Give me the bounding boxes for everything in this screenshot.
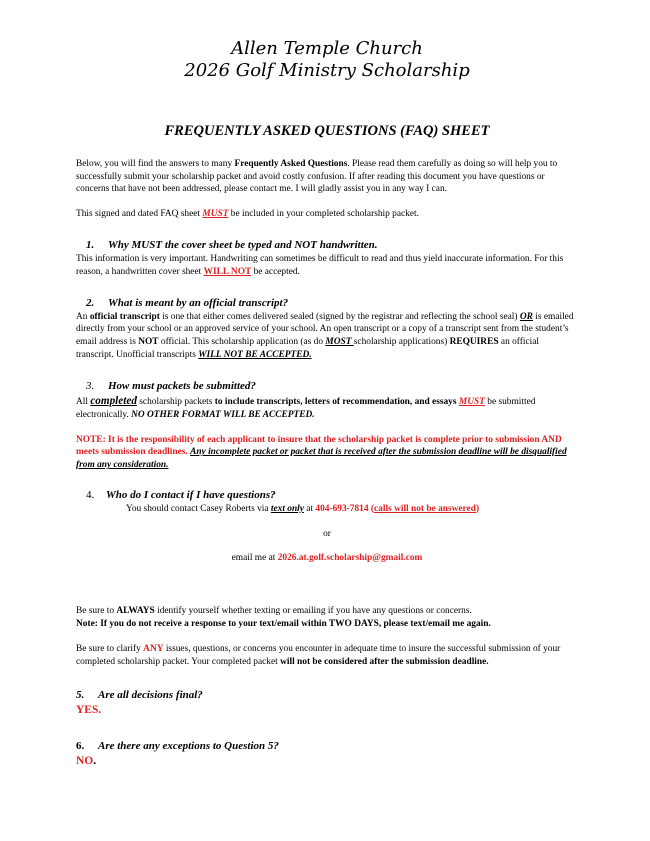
church-title: Allen Temple Church — [231, 38, 423, 59]
note-paragraph — [76, 434, 578, 472]
identify-always: ALWAYS — [116, 606, 155, 617]
identify-t1: Be sure to — [76, 606, 117, 617]
answer-2-t3: is one that either comes delivered sealed (signed by the registrar and reflecting the school seal) — [159, 311, 520, 322]
question-1 — [86, 238, 578, 253]
email-address: 2026.at.golf.scholarship@gmail.com — [277, 553, 423, 564]
identify-paragraph — [76, 605, 578, 618]
answer-2-t7: official. This scholarship application (as do — [158, 337, 326, 348]
intro-bold: Frequently Asked Questions — [234, 158, 348, 169]
faq-sheet-requirement — [76, 208, 578, 221]
req-must: MUST — [202, 209, 229, 220]
req-text-rest: be included in your completed scholarship packet. — [228, 209, 419, 220]
answer-3 — [76, 394, 578, 422]
answer-2-not-accepted: WILL NOT BE ACCEPTED. — [198, 349, 312, 360]
answer-5: YES. — [76, 704, 102, 717]
answer-3-t7: be submitted electronically. — [76, 396, 536, 420]
answer-2-t11: an official transcript. Unofficial transcripts — [76, 337, 539, 360]
clarify-any: ANY — [143, 643, 164, 654]
answer-4-paren-open: ( — [368, 503, 375, 514]
question-3-number: 3. — [86, 379, 95, 392]
answer-3-completed: completed — [90, 394, 137, 407]
question-5-number: 5. — [76, 689, 85, 702]
question-3-text: How must packets be submitted? — [108, 379, 256, 392]
answer-3-t3: scholarship packets — [136, 396, 215, 407]
answer-2-not: NOT — [138, 337, 159, 348]
answer-2 — [76, 311, 578, 362]
answer-6-no: NO — [76, 754, 94, 767]
answer-2-t1: An — [76, 311, 90, 322]
answer-2-requires: REQUIRES — [449, 337, 499, 348]
note-text: It is the responsibility of each applicant to insure that the scholarship packet is complete prior to submission AND meets submission deadlines. — [76, 434, 562, 458]
answer-2-or: OR — [519, 311, 533, 322]
clarify-t3: issues, questions, or concerns you encounter in adequate time to insure the successful submission of your completed scholarship packet. Your completed packet — [76, 643, 561, 667]
intro-text-rest: . Please read them carefully as doing so will help you to successfully submit your scholarship packet and avoid costly confusion. If after reading this document you have questions or concerns that have not been addressed, please contact me. I will gladly assist you in any way I can. — [76, 158, 558, 195]
question-4-number: 4. — [86, 488, 95, 501]
answer-4 — [76, 503, 578, 516]
clarify-t1: Be sure to clarify — [76, 643, 144, 654]
question-2 — [86, 296, 578, 311]
question-3 — [86, 379, 578, 394]
answer-2-t2: official transcript — [89, 311, 160, 322]
question-5 — [76, 688, 578, 703]
clarify-deadline: will not be considered after the submission deadline. — [280, 656, 489, 667]
answer-2-most: MOST — [325, 337, 354, 348]
question-5-text: Are all decisions final? — [98, 689, 203, 702]
intro-paragraph — [76, 158, 578, 196]
answer-4-paren-close: ) — [475, 503, 480, 514]
answer-1-text: This information is very important. Handwriting can sometimes be difficult to read and thus yield inaccurate information. For this reason, a handwritten cover sheet — [76, 253, 564, 277]
answer-1 — [76, 253, 578, 279]
faq-heading: FREQUENTLY ASKED QUESTIONS (FAQ) SHEET — [164, 123, 490, 140]
question-4-text: Who do I contact if I have questions? — [106, 488, 276, 501]
req-text: This signed and dated FAQ sheet — [76, 209, 203, 220]
answer-3-no-other: NO OTHER FORMAT WILL BE ACCEPTED. — [131, 409, 315, 420]
program-title: 2026 Golf Ministry Scholarship — [184, 59, 470, 81]
answer-3-t1: All — [76, 396, 91, 407]
question-6-text: Are there any exceptions to Question 5? — [98, 739, 279, 752]
response-note: Note: If you do not receive a response to your text/email within TWO DAYS, please text/email me again. — [76, 619, 491, 630]
question-2-number: 2. — [86, 296, 95, 309]
question-2-text: What is meant by an official transcript? — [108, 296, 289, 309]
email-prefix: email me at — [231, 553, 278, 564]
note-label: NOTE: — [76, 434, 109, 445]
question-1-text: Why MUST the cover sheet be typed and NOT handwritten. — [108, 239, 378, 252]
or-text: or — [323, 528, 331, 539]
answer-2-t9: scholarship applications) — [353, 337, 450, 348]
answer-4-calls: calls will not be answered — [374, 503, 476, 514]
answer-2-t5: is emailed directly from your school or an approved service of your school. An open transcript or a copy of a transcript sent from the student’s email address is — [76, 311, 574, 348]
question-6 — [76, 739, 578, 754]
question-1-number: 1. — [86, 239, 95, 252]
answer-6 — [76, 754, 578, 770]
answer-4-t1: You should contact Casey Roberts via — [126, 503, 271, 514]
answer-3-must: MUST — [458, 396, 485, 407]
question-6-number: 6. — [76, 739, 85, 752]
identify-t3: identify yourself whether texting or emailing if you have any questions or concerns. — [154, 606, 472, 617]
answer-6-period: . — [93, 754, 97, 767]
answer-4-text-only: text only — [270, 503, 304, 514]
answer-3-include: to include transcripts, letters of recommendation, and essays — [214, 396, 457, 407]
answer-4-at: at — [303, 503, 316, 514]
phone-number: 404-693-7814 — [315, 503, 369, 514]
intro-text: Below, you will find the answers to many — [76, 158, 235, 169]
answer-1-will-not: WILL NOT — [203, 266, 252, 277]
email-line — [76, 552, 578, 565]
answer-1-text-end: be accepted. — [251, 266, 300, 277]
question-4 — [86, 488, 578, 503]
clarify-paragraph — [76, 643, 578, 669]
note-disqualified: Any incomplete packet or packet that is received after the submission deadline will be disqualified from any consideration. — [76, 447, 567, 471]
